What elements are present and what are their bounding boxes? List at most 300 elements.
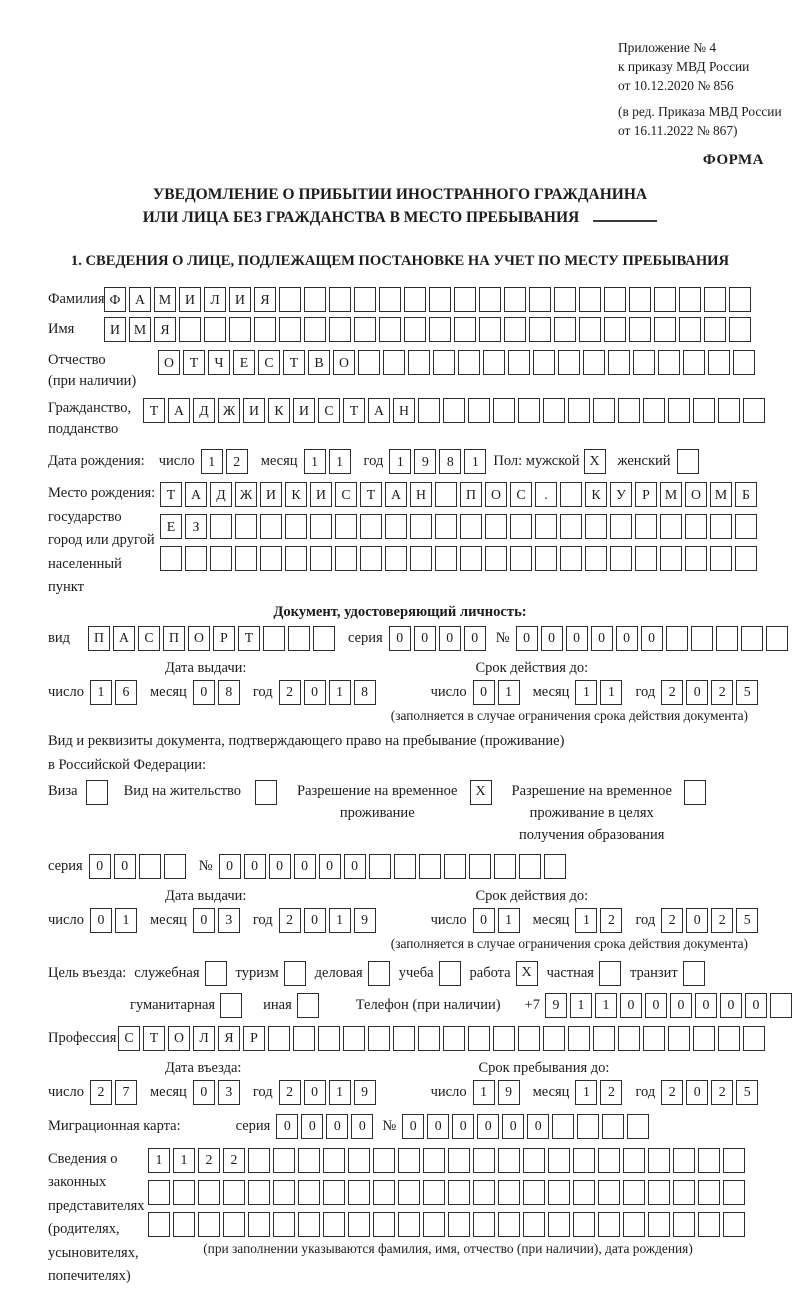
cell[interactable]: А <box>385 482 407 507</box>
cell[interactable]: Я <box>154 317 176 342</box>
cell[interactable] <box>398 1212 420 1237</box>
cell[interactable]: 0 <box>276 1114 298 1139</box>
doc-series-cells[interactable] <box>389 626 489 651</box>
cell[interactable] <box>710 514 732 539</box>
cell[interactable] <box>304 317 326 342</box>
cell[interactable]: 8 <box>439 449 461 474</box>
cell[interactable] <box>698 1148 720 1173</box>
cell[interactable] <box>679 287 701 312</box>
cell[interactable] <box>552 1114 574 1139</box>
cell[interactable] <box>643 398 665 423</box>
patronymic-cells[interactable] <box>158 350 758 375</box>
cell[interactable] <box>418 1026 440 1051</box>
temp-permit-checkbox[interactable]: X <box>470 780 492 805</box>
cell[interactable]: 0 <box>452 1114 474 1139</box>
cell[interactable]: И <box>293 398 315 423</box>
cell[interactable] <box>523 1148 545 1173</box>
residence-permit-checkbox[interactable] <box>255 780 277 805</box>
birth-place-row3-cells[interactable] <box>160 546 760 571</box>
migration-series-cells[interactable] <box>276 1114 376 1139</box>
cell[interactable]: О <box>333 350 355 375</box>
cell[interactable] <box>385 546 407 571</box>
cell[interactable] <box>660 514 682 539</box>
cell[interactable]: В <box>308 350 330 375</box>
cell[interactable]: 0 <box>114 854 136 879</box>
doc-number-cells[interactable] <box>516 626 791 651</box>
cell[interactable] <box>508 350 530 375</box>
cell[interactable]: Т <box>143 398 165 423</box>
cell[interactable] <box>629 287 651 312</box>
cell[interactable] <box>548 1212 570 1237</box>
cell[interactable] <box>173 1180 195 1205</box>
cell[interactable] <box>354 317 376 342</box>
purpose-humanitarian-checkbox[interactable] <box>220 993 242 1018</box>
cell[interactable] <box>254 317 276 342</box>
cell[interactable]: 2 <box>226 449 248 474</box>
cell[interactable]: М <box>660 482 682 507</box>
cell[interactable] <box>623 1148 645 1173</box>
cell[interactable] <box>460 514 482 539</box>
cell[interactable]: 0 <box>686 680 708 705</box>
cell[interactable]: 0 <box>304 680 326 705</box>
cell[interactable] <box>693 1026 715 1051</box>
cell[interactable] <box>729 287 751 312</box>
edu-permit-checkbox[interactable] <box>684 780 706 805</box>
sex-male-checkbox[interactable]: X <box>584 449 606 474</box>
cell[interactable] <box>618 1026 640 1051</box>
doc-issue-day-cells[interactable] <box>90 680 140 705</box>
cell[interactable] <box>423 1180 445 1205</box>
residence-issue-year-cells[interactable] <box>279 908 379 933</box>
cell[interactable] <box>627 1114 649 1139</box>
cell[interactable]: Л <box>193 1026 215 1051</box>
cell[interactable] <box>148 1212 170 1237</box>
cell[interactable] <box>454 287 476 312</box>
cell[interactable] <box>318 1026 340 1051</box>
cell[interactable]: А <box>168 398 190 423</box>
cell[interactable] <box>248 1212 270 1237</box>
cell[interactable] <box>743 398 765 423</box>
cell[interactable]: У <box>610 482 632 507</box>
cell[interactable] <box>323 1212 345 1237</box>
cell[interactable] <box>329 287 351 312</box>
cell[interactable] <box>473 1180 495 1205</box>
residence-series-cells[interactable] <box>89 854 189 879</box>
cell[interactable] <box>323 1148 345 1173</box>
cell[interactable] <box>577 1114 599 1139</box>
cell[interactable]: 1 <box>329 449 351 474</box>
cell[interactable]: 1 <box>329 1080 351 1105</box>
cell[interactable]: 0 <box>502 1114 524 1139</box>
cell[interactable] <box>360 546 382 571</box>
cell[interactable]: Т <box>183 350 205 375</box>
cell[interactable]: 0 <box>427 1114 449 1139</box>
cell[interactable]: И <box>243 398 265 423</box>
cell[interactable] <box>298 1180 320 1205</box>
cell[interactable] <box>485 546 507 571</box>
cell[interactable]: М <box>129 317 151 342</box>
cell[interactable]: 0 <box>219 854 241 879</box>
cell[interactable] <box>723 1212 745 1237</box>
birth-month-cells[interactable] <box>304 449 354 474</box>
cell[interactable] <box>598 1148 620 1173</box>
cell[interactable] <box>560 514 582 539</box>
cell[interactable]: 3 <box>218 1080 240 1105</box>
cell[interactable] <box>648 1148 670 1173</box>
cell[interactable] <box>498 1148 520 1173</box>
cell[interactable] <box>379 287 401 312</box>
cell[interactable] <box>385 514 407 539</box>
cell[interactable]: 0 <box>516 626 538 651</box>
cell[interactable]: 0 <box>686 1080 708 1105</box>
cell[interactable] <box>579 287 601 312</box>
cell[interactable] <box>623 1212 645 1237</box>
cell[interactable]: 0 <box>304 908 326 933</box>
cell[interactable]: 0 <box>304 1080 326 1105</box>
cell[interactable] <box>718 1026 740 1051</box>
cell[interactable]: Ф <box>104 287 126 312</box>
cell[interactable]: С <box>118 1026 140 1051</box>
cell[interactable] <box>623 1180 645 1205</box>
cell[interactable] <box>583 350 605 375</box>
cell[interactable] <box>373 1148 395 1173</box>
cell[interactable] <box>343 1026 365 1051</box>
purpose-study-checkbox[interactable] <box>439 961 461 986</box>
cell[interactable] <box>418 398 440 423</box>
cell[interactable] <box>629 317 651 342</box>
cell[interactable] <box>585 514 607 539</box>
cell[interactable]: 1 <box>600 680 622 705</box>
cell[interactable] <box>485 514 507 539</box>
cell[interactable] <box>543 1026 565 1051</box>
cell[interactable] <box>268 1026 290 1051</box>
cell[interactable] <box>260 514 282 539</box>
cell[interactable] <box>741 626 763 651</box>
surname-cells[interactable] <box>104 287 754 312</box>
cell[interactable] <box>429 287 451 312</box>
cell[interactable] <box>610 546 632 571</box>
cell[interactable] <box>535 514 557 539</box>
cell[interactable]: Ж <box>235 482 257 507</box>
cell[interactable]: 0 <box>620 993 642 1018</box>
sex-female-checkbox[interactable] <box>677 449 699 474</box>
cell[interactable]: 0 <box>319 854 341 879</box>
doc-type-cells[interactable] <box>88 626 338 651</box>
cell[interactable]: 1 <box>115 908 137 933</box>
cell[interactable] <box>404 287 426 312</box>
representatives-row2-cells[interactable] <box>148 1180 748 1205</box>
cell[interactable] <box>668 1026 690 1051</box>
cell[interactable]: 2 <box>711 908 733 933</box>
cell[interactable]: 0 <box>616 626 638 651</box>
cell[interactable]: 0 <box>193 680 215 705</box>
cell[interactable]: 1 <box>304 449 326 474</box>
cell[interactable] <box>468 398 490 423</box>
cell[interactable] <box>235 514 257 539</box>
cell[interactable] <box>310 546 332 571</box>
cell[interactable]: 2 <box>711 1080 733 1105</box>
cell[interactable]: 0 <box>745 993 767 1018</box>
cell[interactable]: Н <box>410 482 432 507</box>
cell[interactable] <box>448 1148 470 1173</box>
cell[interactable] <box>529 287 551 312</box>
cell[interactable]: И <box>229 287 251 312</box>
cell[interactable]: 7 <box>115 1080 137 1105</box>
cell[interactable] <box>668 398 690 423</box>
cell[interactable] <box>608 350 630 375</box>
cell[interactable]: 0 <box>473 680 495 705</box>
cell[interactable] <box>173 1212 195 1237</box>
birth-place-row2-cells[interactable] <box>160 514 760 539</box>
cell[interactable] <box>448 1212 470 1237</box>
cell[interactable] <box>423 1148 445 1173</box>
cell[interactable]: 2 <box>711 680 733 705</box>
cell[interactable] <box>443 398 465 423</box>
cell[interactable]: 5 <box>736 1080 758 1105</box>
cell[interactable]: 0 <box>541 626 563 651</box>
representatives-row1-cells[interactable] <box>148 1148 748 1173</box>
cell[interactable] <box>179 317 201 342</box>
cell[interactable] <box>679 317 701 342</box>
cell[interactable] <box>660 546 682 571</box>
cell[interactable]: Л <box>204 287 226 312</box>
cell[interactable] <box>560 482 582 507</box>
cell[interactable] <box>394 854 416 879</box>
residence-issue-day-cells[interactable] <box>90 908 140 933</box>
cell[interactable] <box>483 350 505 375</box>
cell[interactable]: 2 <box>279 680 301 705</box>
doc-issue-year-cells[interactable] <box>279 680 379 705</box>
cell[interactable] <box>479 317 501 342</box>
cell[interactable]: С <box>335 482 357 507</box>
cell[interactable] <box>223 1180 245 1205</box>
residence-valid-day-cells[interactable] <box>473 908 523 933</box>
cell[interactable]: Б <box>735 482 757 507</box>
name-cells[interactable] <box>104 317 754 342</box>
cell[interactable]: П <box>460 482 482 507</box>
cell[interactable] <box>293 1026 315 1051</box>
cell[interactable]: О <box>158 350 180 375</box>
cell[interactable] <box>398 1148 420 1173</box>
cell[interactable]: 0 <box>89 854 111 879</box>
cell[interactable] <box>504 317 526 342</box>
cell[interactable]: Р <box>243 1026 265 1051</box>
cell[interactable] <box>658 350 680 375</box>
cell[interactable]: К <box>268 398 290 423</box>
doc-valid-day-cells[interactable] <box>473 680 523 705</box>
cell[interactable] <box>443 1026 465 1051</box>
cell[interactable] <box>185 546 207 571</box>
cell[interactable]: 0 <box>591 626 613 651</box>
cell[interactable] <box>479 287 501 312</box>
cell[interactable]: 0 <box>686 908 708 933</box>
cell[interactable] <box>704 317 726 342</box>
cell[interactable]: 1 <box>329 680 351 705</box>
cell[interactable]: 1 <box>148 1148 170 1173</box>
cell[interactable] <box>585 546 607 571</box>
cell[interactable] <box>408 350 430 375</box>
cell[interactable]: 0 <box>389 626 411 651</box>
cell[interactable]: 0 <box>695 993 717 1018</box>
purpose-work-checkbox[interactable]: X <box>516 961 538 986</box>
purpose-business-checkbox[interactable] <box>368 961 390 986</box>
cell[interactable] <box>433 350 455 375</box>
cell[interactable] <box>723 1180 745 1205</box>
cell[interactable] <box>593 1026 615 1051</box>
cell[interactable]: 9 <box>498 1080 520 1105</box>
cell[interactable]: 6 <box>115 680 137 705</box>
cell[interactable] <box>535 546 557 571</box>
cell[interactable]: 1 <box>329 908 351 933</box>
cell[interactable] <box>468 1026 490 1051</box>
stay-year-cells[interactable] <box>661 1080 761 1105</box>
cell[interactable] <box>519 854 541 879</box>
cell[interactable]: П <box>88 626 110 651</box>
cell[interactable] <box>444 854 466 879</box>
cell[interactable] <box>435 546 457 571</box>
cell[interactable] <box>429 317 451 342</box>
cell[interactable] <box>598 1212 620 1237</box>
cell[interactable]: 0 <box>566 626 588 651</box>
cell[interactable]: 0 <box>402 1114 424 1139</box>
residence-valid-year-cells[interactable] <box>661 908 761 933</box>
purpose-tourism-checkbox[interactable] <box>284 961 306 986</box>
cell[interactable]: 0 <box>527 1114 549 1139</box>
cell[interactable]: К <box>285 482 307 507</box>
cell[interactable] <box>419 854 441 879</box>
cell[interactable]: 1 <box>498 680 520 705</box>
cell[interactable] <box>498 1212 520 1237</box>
cell[interactable]: 1 <box>570 993 592 1018</box>
cell[interactable] <box>523 1212 545 1237</box>
cell[interactable]: 0 <box>641 626 663 651</box>
cell[interactable] <box>766 626 788 651</box>
doc-valid-year-cells[interactable] <box>661 680 761 705</box>
cell[interactable] <box>248 1180 270 1205</box>
cell[interactable]: 0 <box>90 908 112 933</box>
doc-issue-month-cells[interactable] <box>193 680 243 705</box>
migration-number-cells[interactable] <box>402 1114 652 1139</box>
cell[interactable] <box>735 514 757 539</box>
cell[interactable] <box>683 350 705 375</box>
cell[interactable] <box>204 317 226 342</box>
purpose-official-checkbox[interactable] <box>205 961 227 986</box>
cell[interactable]: 0 <box>720 993 742 1018</box>
cell[interactable] <box>560 546 582 571</box>
cell[interactable] <box>373 1180 395 1205</box>
cell[interactable]: 0 <box>269 854 291 879</box>
cell[interactable]: 9 <box>354 908 376 933</box>
cell[interactable] <box>710 546 732 571</box>
cell[interactable] <box>288 626 310 651</box>
cell[interactable] <box>698 1212 720 1237</box>
cell[interactable]: 8 <box>354 680 376 705</box>
cell[interactable] <box>273 1212 295 1237</box>
cell[interactable] <box>654 287 676 312</box>
residence-valid-month-cells[interactable] <box>575 908 625 933</box>
representatives-row3-cells[interactable] <box>148 1212 748 1237</box>
cell[interactable] <box>260 546 282 571</box>
cell[interactable] <box>529 317 551 342</box>
cell[interactable]: Я <box>254 287 276 312</box>
entry-month-cells[interactable] <box>193 1080 243 1105</box>
cell[interactable] <box>548 1148 570 1173</box>
cell[interactable] <box>685 514 707 539</box>
cell[interactable] <box>493 398 515 423</box>
cell[interactable] <box>454 317 476 342</box>
cell[interactable]: И <box>179 287 201 312</box>
cell[interactable] <box>510 546 532 571</box>
cell[interactable] <box>673 1180 695 1205</box>
cell[interactable] <box>329 317 351 342</box>
cell[interactable]: 0 <box>294 854 316 879</box>
cell[interactable]: 0 <box>301 1114 323 1139</box>
cell[interactable]: 0 <box>414 626 436 651</box>
cell[interactable] <box>304 287 326 312</box>
cell[interactable] <box>548 1180 570 1205</box>
cell[interactable]: 2 <box>661 908 683 933</box>
cell[interactable] <box>573 1180 595 1205</box>
cell[interactable]: О <box>188 626 210 651</box>
cell[interactable]: 9 <box>354 1080 376 1105</box>
cell[interactable] <box>568 398 590 423</box>
cell[interactable] <box>648 1180 670 1205</box>
cell[interactable] <box>704 287 726 312</box>
cell[interactable] <box>285 514 307 539</box>
cell[interactable] <box>160 546 182 571</box>
cell[interactable]: 2 <box>279 1080 301 1105</box>
cell[interactable] <box>279 317 301 342</box>
cell[interactable] <box>533 350 555 375</box>
cell[interactable] <box>148 1180 170 1205</box>
cell[interactable] <box>298 1148 320 1173</box>
birth-place-row1-cells[interactable] <box>160 482 760 507</box>
cell[interactable] <box>716 626 738 651</box>
cell[interactable] <box>579 317 601 342</box>
cell[interactable]: 9 <box>414 449 436 474</box>
cell[interactable] <box>604 287 626 312</box>
cell[interactable]: 0 <box>326 1114 348 1139</box>
cell[interactable]: С <box>258 350 280 375</box>
cell[interactable]: 0 <box>439 626 461 651</box>
cell[interactable]: А <box>185 482 207 507</box>
cell[interactable] <box>473 1148 495 1173</box>
purpose-private-checkbox[interactable] <box>599 961 621 986</box>
cell[interactable] <box>685 546 707 571</box>
cell[interactable] <box>279 287 301 312</box>
cell[interactable]: О <box>685 482 707 507</box>
cell[interactable]: А <box>129 287 151 312</box>
cell[interactable] <box>273 1148 295 1173</box>
cell[interactable] <box>323 1180 345 1205</box>
cell[interactable] <box>604 317 626 342</box>
cell[interactable] <box>691 626 713 651</box>
cell[interactable] <box>198 1212 220 1237</box>
cell[interactable] <box>723 1148 745 1173</box>
cell[interactable]: Н <box>393 398 415 423</box>
cell[interactable]: 1 <box>498 908 520 933</box>
cell[interactable]: Я <box>218 1026 240 1051</box>
cell[interactable]: 0 <box>645 993 667 1018</box>
cell[interactable]: Д <box>193 398 215 423</box>
cell[interactable]: 2 <box>223 1148 245 1173</box>
cell[interactable]: Ж <box>218 398 240 423</box>
cell[interactable]: Т <box>343 398 365 423</box>
cell[interactable]: М <box>154 287 176 312</box>
cell[interactable] <box>602 1114 624 1139</box>
cell[interactable] <box>435 482 457 507</box>
birth-year-cells[interactable] <box>389 449 489 474</box>
